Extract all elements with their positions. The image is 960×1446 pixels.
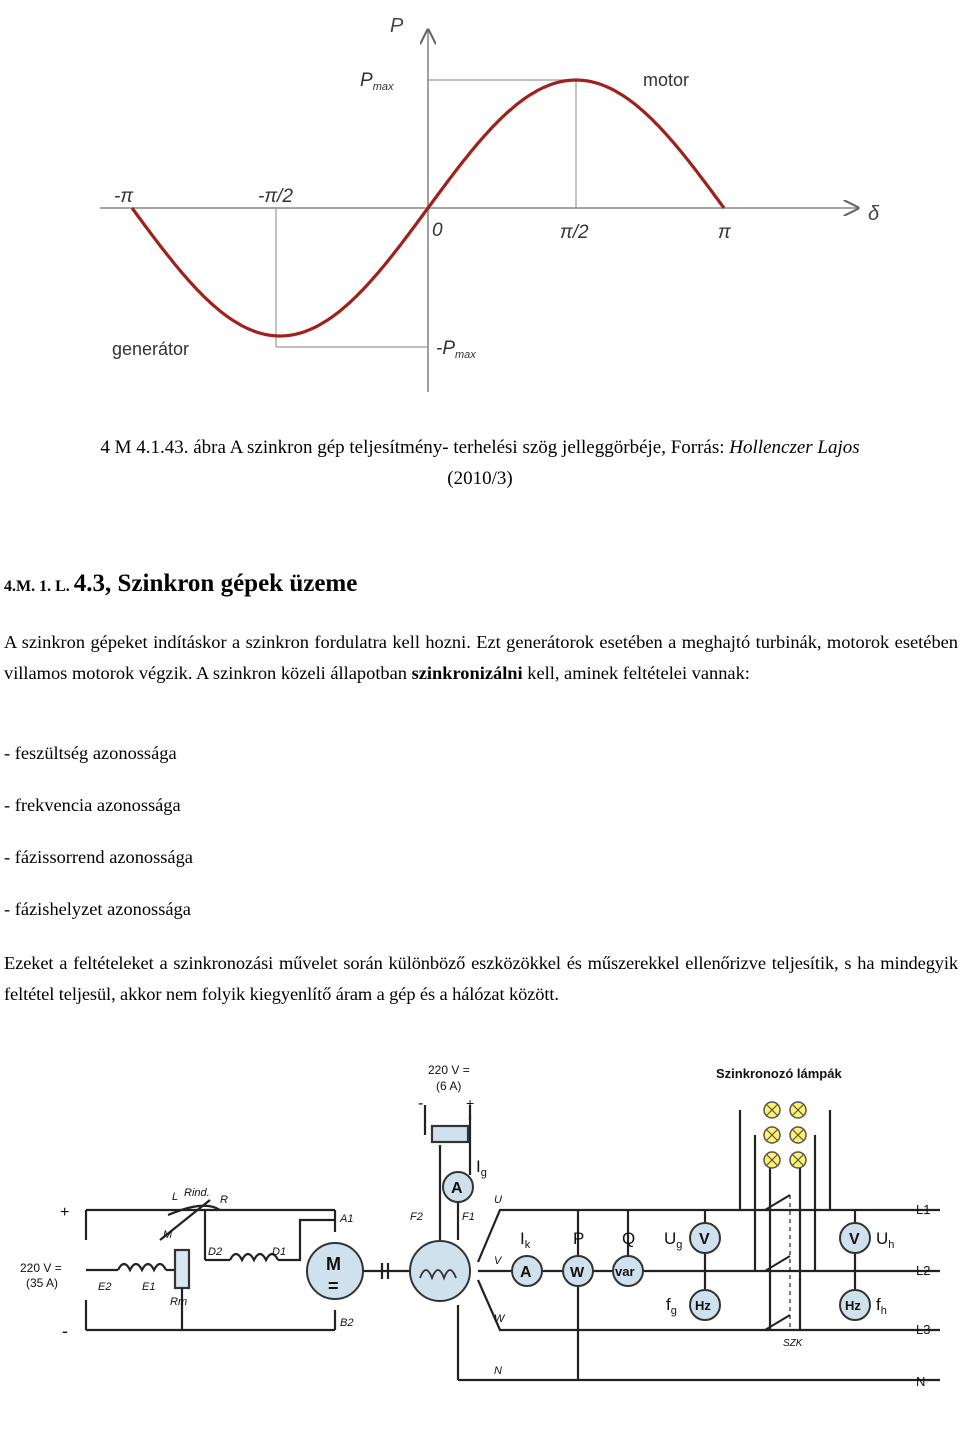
paragraph-intro-part2: kell, aminek feltételei vannak:: [522, 663, 750, 683]
ammeter-ig-symbol: A: [451, 1180, 463, 1197]
label-W: W: [494, 1313, 505, 1325]
list-item: - feszültség azonossága: [4, 743, 177, 763]
label-SZK: SZK: [783, 1338, 803, 1349]
hz-meter-h-symbol: Hz: [845, 1298, 861, 1313]
voltmeter-h-symbol: V: [849, 1231, 860, 1248]
list-item: - fázissorrend azonossága: [4, 847, 193, 867]
hz-meter-g-symbol: Hz: [695, 1298, 711, 1313]
label-Rind: Rind.: [184, 1187, 210, 1199]
label-D1: D1: [272, 1246, 287, 1258]
voltmeter-g-symbol: V: [699, 1231, 710, 1248]
label-L1: L1: [916, 1202, 931, 1217]
label-R: R: [220, 1194, 228, 1206]
ammeter-ik-symbol: A: [520, 1264, 532, 1281]
pmax-label: $P_{max}$: [360, 70, 394, 93]
label-Ig: $I_g$: [476, 1157, 487, 1179]
label-Ik: $I_k$: [520, 1229, 531, 1251]
supply-top-plus: +: [466, 1095, 475, 1111]
tick-pi: π: [718, 222, 731, 243]
heading-title: 4.3, Szinkron gépek üzeme: [73, 570, 358, 597]
label-F2: F2: [410, 1211, 423, 1223]
tick-pi-half: π/2: [560, 222, 589, 243]
label-U: U: [494, 1194, 502, 1206]
heading-number: 4.M. 1. L.: [4, 578, 74, 595]
list-item: - frekvencia azonossága: [4, 795, 181, 815]
supply-left-current: (35 A): [26, 1276, 59, 1290]
label-P: P: [573, 1229, 585, 1248]
caption-text: 4 M 4.1.43. ábra A szinkron gép teljesítmény- terhelési szög jelleggörbéje, Forrás:: [100, 437, 730, 458]
lamps-title: Szinkronozó lámpák: [716, 1066, 842, 1081]
label-M: M: [163, 1229, 173, 1241]
label-L3: L3: [916, 1322, 931, 1337]
label-Q: Q: [622, 1229, 636, 1248]
tick-neg-pi: -π: [114, 186, 134, 207]
motor-label: motor: [643, 70, 690, 90]
label-L: L: [172, 1191, 179, 1203]
tick-zero: 0: [432, 220, 443, 241]
generator-label: generátor: [112, 339, 190, 359]
x-axis-label: δ: [868, 203, 880, 225]
paragraph-intro: [4, 627, 958, 689]
list-item: - fázishelyzet azonossága: [4, 899, 191, 919]
label-Rm: Rm: [170, 1296, 188, 1308]
motor-dc-symbol: =: [328, 1276, 339, 1296]
label-E1: E1: [142, 1281, 156, 1293]
section-heading: [4, 570, 357, 598]
label-B2: B2: [340, 1317, 354, 1329]
paragraph-conditions: Ezeket a feltételeket a szinkronozási művelet során különböző eszközökkel és műszerekkel ellenőrizve teljesítik, s ha mindegyik feltétel teljesül, akkor nem folyik kiegyenlítő áram a gép és a hálózat között.: [4, 953, 958, 1004]
supply-left-minus: -: [62, 1321, 68, 1341]
label-N: N: [916, 1374, 926, 1389]
paragraph-intro-bold: szinkronizálni: [411, 663, 523, 683]
neg-pmax-label: $-P_{max}$: [436, 338, 476, 361]
label-E2: E2: [98, 1281, 112, 1293]
tick-neg-pi-half: -π/2: [258, 186, 293, 207]
supply-top-current: (6 A): [436, 1079, 462, 1093]
label-F1: F1: [462, 1211, 475, 1223]
wattmeter-symbol: W: [570, 1264, 585, 1281]
supply-top-minus: -: [418, 1095, 424, 1112]
paragraph-intro-part1: A szinkron gépeket indításkor a szinkron fordulatra kell hozni. Ezt generátorok esetében a meghajtó turbinák, motorok esetében villamos motorok végzik. A szinkron közeli állapotban: [4, 632, 958, 683]
power-angle-chart: [90, 0, 900, 400]
label-Uh: $U_h$: [876, 1229, 895, 1251]
supply-left-label: 220 V =: [20, 1261, 62, 1275]
label-Ug: $U_g$: [664, 1229, 683, 1251]
motor-symbol: M: [326, 1254, 341, 1274]
synchronization-circuit-diagram: [0, 1050, 960, 1446]
label-V: V: [494, 1255, 502, 1267]
label-fh: $f_h$: [876, 1295, 887, 1317]
caption-year: (2010/3): [447, 468, 513, 489]
varmeter-symbol: var: [615, 1264, 635, 1279]
caption-author: Hollenczer Lajos: [729, 437, 860, 458]
label-A1: A1: [340, 1213, 354, 1225]
label-L2: L2: [916, 1263, 931, 1278]
y-axis-label: P: [390, 15, 404, 37]
supply-top-label: 220 V =: [428, 1063, 470, 1077]
figure-caption: [0, 432, 960, 494]
supply-left-plus: +: [60, 1204, 70, 1221]
label-D2: D2: [208, 1246, 223, 1258]
label-N-small: N: [494, 1365, 502, 1377]
label-fg: $f_g$: [666, 1295, 677, 1317]
